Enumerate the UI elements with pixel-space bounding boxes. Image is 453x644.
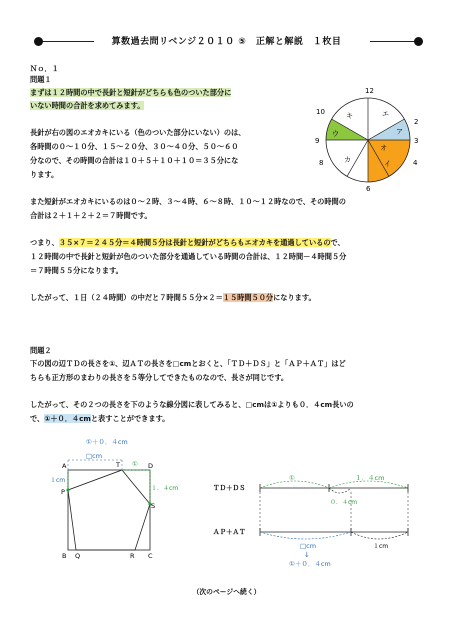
q1-p1-line4: ります。 xyxy=(30,170,59,179)
row2-onecm: １cm xyxy=(373,543,389,550)
pt-Q: Q xyxy=(75,552,81,560)
q1-p3-line3: ＝７時間５５分になります。 xyxy=(30,266,123,275)
fig-box-label: □cm xyxy=(86,452,103,460)
fig-circle1: ① xyxy=(132,460,138,468)
line-segment-diagram xyxy=(205,468,420,568)
pt-C: C xyxy=(148,552,153,560)
q2-line1: 下の図の辺ＴＤの長さを①、辺ＡＴの長さを□cmとおくと、「ＴＤ＋ＤＳ」と「ＡＰ＋ＡＴ」はど xyxy=(30,359,346,368)
q1-p1-line1: 長針が右の図のエオカキにいる（色のついた部分にいない）のは、 xyxy=(30,128,246,137)
footer-continued: （次のページへ続く） xyxy=(192,588,261,596)
pt-A: A xyxy=(62,462,67,470)
page-title: 算数過去問リベンジ２０１０ ⑤ 正解と解説 １枚目 xyxy=(111,37,342,47)
q2-heading: 問題２ xyxy=(30,346,52,355)
q1-intro-line2: いない時間の合計を求めてみます。 xyxy=(30,101,145,110)
clock-10: 10 xyxy=(316,108,325,116)
q1-heading: 問題１ xyxy=(30,75,52,84)
pt-T: T xyxy=(116,461,120,469)
q1-p3-line2: １２時間の中で長針と短針が色のついた部分を通過している時間の合計は、１２時間－４時間５分 xyxy=(30,252,347,261)
row2-arrow: ↓ xyxy=(304,551,310,559)
q1-p1-line2: 各時間の０～１０分、１５～２０分、３０～４０分、５０～６０ xyxy=(30,142,239,151)
region-i-label: イ xyxy=(384,160,391,168)
row1-circle1: ① xyxy=(289,474,295,482)
square-pentagon-figure xyxy=(50,432,179,562)
clock-3: 3 xyxy=(414,137,419,145)
row2-box: □cm xyxy=(300,542,317,550)
clock-4: 4 xyxy=(413,159,418,167)
region-a-label: ア xyxy=(396,128,403,136)
q1-p4-line1: したがって、１日（２４時間）の中だと７時間５５分×２＝１５時間５０分になります。 xyxy=(30,293,316,302)
clock-2: 2 xyxy=(414,118,419,126)
region-e-label: エ xyxy=(382,110,389,118)
row1-label: ＴＤ＋ＤＳ xyxy=(213,484,246,492)
fig-right-label: １．４cm xyxy=(151,485,179,492)
problem-number: Ｎｏ．１ xyxy=(30,64,59,73)
pt-R: R xyxy=(130,552,135,560)
pt-P: P xyxy=(61,488,65,496)
row2-label: ＡＰ＋ＡＴ xyxy=(213,528,246,536)
q1-intro-line1: まずは１２時間の中で長針と短針がどちらも色のついた部分に xyxy=(30,88,232,97)
pt-S: S xyxy=(151,502,156,510)
fig-left-label: １cm xyxy=(50,477,66,484)
region-a-blue xyxy=(368,119,410,140)
q2-line4: で、①＋０．４cmと表すことができます。 xyxy=(30,414,170,423)
q1-p2-line1: また短針がエオカキにいるのは０～２時、３～４時、６～８時、１０～１２時なので、その時間の xyxy=(30,197,346,206)
region-u-label: ウ xyxy=(332,130,339,138)
clock-9: 9 xyxy=(315,137,320,145)
q2-line2: ちらも正方形のまわりの長さを５等分してできたものなので、長さが同じです。 xyxy=(30,373,289,382)
q1-p2-line2: 合計は２＋１＋２＋２＝７時間です。 xyxy=(30,211,152,220)
pt-D: D xyxy=(148,462,154,470)
q1-p1-line3: 分なので、その時間の合計は１０＋５＋１０＋１０＝３５分にな xyxy=(30,156,239,165)
region-ka-label: カ xyxy=(344,156,351,164)
region-ki-label: キ xyxy=(346,112,353,120)
q2-line3: したがって、その２つの長さを下のような線分図に表してみると、□cmは①よりも０．４cm長いの xyxy=(30,400,354,409)
row1-seg04: ０．４cm xyxy=(330,499,358,506)
region-o-label: オ xyxy=(380,144,387,152)
row2-bottom: ①＋０．４cm xyxy=(289,560,331,568)
row1-seg14: １．４cm xyxy=(355,474,385,482)
pt-B: B xyxy=(62,552,67,560)
clock-6: 6 xyxy=(366,185,371,193)
clock-12: 12 xyxy=(365,87,374,95)
clock-diagram xyxy=(310,78,426,194)
fig-top-label: ①＋０．４cm xyxy=(86,438,128,446)
q1-p3-line1: つまり、３５×７＝２４５分＝４時間５分は長針と短針がどちらもエオカキを通過しているので、 xyxy=(30,238,345,247)
clock-8: 8 xyxy=(319,159,324,167)
